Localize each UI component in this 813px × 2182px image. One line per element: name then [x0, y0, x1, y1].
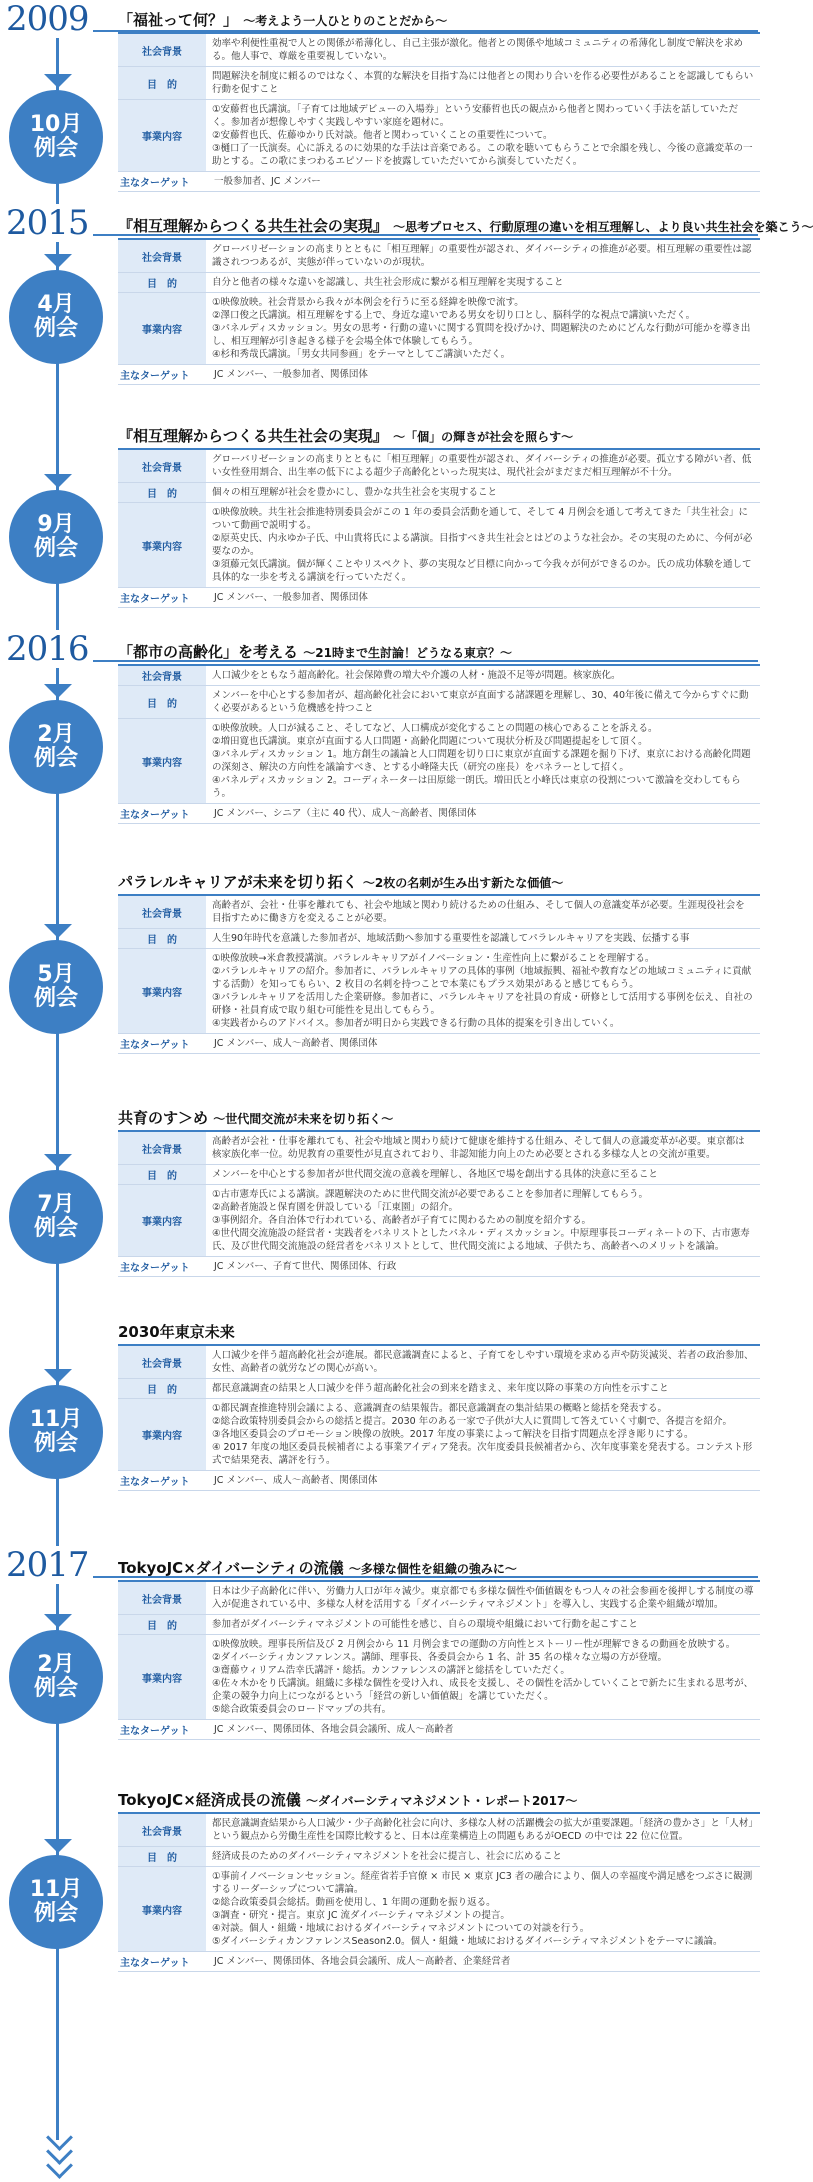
row-background: [118, 666, 760, 686]
content-item: ④対談。個人・組織・地域におけるダイバーシティマネジメントについての対談を行う。: [212, 1923, 590, 1934]
content-item: ②高齢者施設と保育園を併設している「江東園」の紹介。: [212, 1202, 459, 1213]
content-item: ⑤ダイバーシティカンファレンスSeason2.0。個人・組織・地域におけるダイバーシティマネジメントをテーマに議論。: [212, 1936, 723, 1947]
meeting-month: 9月: [37, 511, 75, 537]
meeting-month-badge: [9, 700, 103, 794]
event-card: [118, 1556, 760, 1740]
event-subtitle: ～2枚の名刺が生み出す新たな価値～: [362, 876, 564, 890]
row-content-label: 事業内容: [118, 100, 206, 171]
event-card: [118, 424, 760, 608]
row-target-text: 一般参加者、JC メンバー: [214, 176, 321, 187]
content-item: ①映像放映。人口が減ること、そしてなど、人口構成が変化することの問題の核心であることを訴える。: [212, 723, 658, 734]
row-background-text: 人口減少を伴う超高齢化社会が進展。都民意識調査によると、子育てをしやすい環境を求める声や防災減災、若者の政治参加、女性、高齢者の就労などの関心が高い。: [212, 1350, 754, 1374]
row-purpose: [118, 929, 760, 949]
meeting-month: 11月: [29, 1406, 83, 1432]
meeting-month-badge: [9, 90, 103, 184]
row-content: [118, 100, 760, 172]
event-subtitle: ～21時まで生討論！どうなる東京？～: [303, 646, 512, 660]
event-title-main: 2030年東京未来: [118, 1323, 235, 1341]
row-content: [118, 1867, 760, 1952]
row-purpose: [118, 273, 760, 293]
event-title: [118, 1320, 760, 1346]
row-target-label: 主なターゲット: [118, 588, 208, 607]
row-background: [118, 896, 760, 929]
row-background: [118, 240, 760, 273]
content-item: ③齋藤ウィリアム浩幸氏講評・総括。カンファレンスの講評と総括をしていただく。: [212, 1665, 570, 1676]
content-item: ①古市憲寿氏による講演。課題解決のために世代間交流が必要であることを参加者に理解してもらう。: [212, 1189, 649, 1200]
row-target-text: JC メンバー、シニア（主に 40 代）、成人～高齢者、関係団体: [214, 808, 477, 819]
row-purpose-label: 目 的: [118, 67, 206, 99]
event-title-main: 「福祉って何？」: [118, 11, 239, 29]
event-subtitle: ～世代間交流が未来を切り拓く～: [213, 1112, 394, 1126]
event-title: [118, 1106, 760, 1132]
row-content-label: 事業内容: [118, 1635, 206, 1719]
event-card: [118, 8, 760, 192]
row-target: [118, 804, 760, 824]
row-purpose: [118, 1615, 760, 1635]
content-item: ④世代間交流施設の経営者・実践者をパネリストとしたパネル・ディスカッション。中原理事長コーディネートの下、古市憲寿氏、及び世代間交流施設の経営者をパネリストとして、世代間交流による地域、子供たち、高齢者へのメリットを議論。: [212, 1228, 750, 1252]
content-item: ②増田寛也氏講演。東京が直面する人口問題・高齢化問題について現状分析及び問題提起をして頂く。: [212, 736, 648, 747]
year-label: 2017: [6, 1546, 93, 1584]
timeline-arrow-icon: [44, 254, 72, 268]
event-title: [118, 8, 760, 34]
timeline-arrow-icon: [44, 74, 72, 88]
content-item: ③パラレルキャリアを活用した企業研修。参加者に、パラレルキャリアを社員の育成・研修として活用する事例を伝え、自社の研修・社員育成で取り組む可能性を見出してもらう。: [212, 992, 753, 1016]
row-purpose-text: 問題解決を制度に頼るのではなく、本質的な解決を目指す為には他者との関わり合いを作る必要性があることを認識してもらい行動を促すこと: [212, 71, 754, 95]
row-purpose: [118, 1847, 760, 1867]
row-background-label: 社会背景: [118, 34, 206, 66]
meeting-month-badge: [9, 1170, 103, 1264]
meeting-month: 2月: [37, 721, 75, 747]
row-target-label: 主なターゲット: [118, 365, 208, 384]
row-target-text: JC メンバー、成人～高齢者、関係団体: [214, 1475, 378, 1486]
meeting-type: 例会: [33, 536, 78, 561]
content-item: ②総合政策特別委員会からの総括と提言。2030 年のある一家で子供が大人に質問して答えていく寸劇で、各提言を紹介。: [212, 1416, 733, 1427]
event-title: [118, 424, 760, 450]
event-subtitle: ～「個」の輝きが社会を照らす～: [393, 430, 574, 444]
meeting-month-badge: [9, 940, 103, 1034]
row-content-list: [206, 1185, 760, 1256]
row-content: [118, 1399, 760, 1471]
content-item: ④ 2017 年度の地区委員長候補者による事業アイディア発表。次年度委員長候補者から、次年度事業を発表する。コンテスト形式で結果発表、講評を行う。: [212, 1442, 753, 1466]
content-item: ③事例紹介。各自治体で行われている、高齢者が子育てに関わるための制度を紹介する。: [212, 1215, 592, 1226]
year-label: 2016: [6, 630, 93, 668]
row-background-text: 日本は少子高齢化に伴い、労働力人口が年々減少。東京都でも多様な個性や価値観をもつ人々の社会参画を後押しする制度の導入が促進されている中、多様な人材を活用する「ダイバーシティマネジメント」を導入し、実践する企業や組織が増加。: [212, 1586, 754, 1610]
row-background-label: 社会背景: [118, 1132, 206, 1164]
event-title-main: 共育のす＞め: [118, 1109, 209, 1127]
event-title-main: TokyoJC×ダイバーシティの流儀: [118, 1559, 344, 1577]
meeting-type: 例会: [33, 1216, 78, 1241]
timeline-arrow-icon: [44, 1614, 72, 1628]
content-item: ②安藤哲也氏、佐藤ゆかり氏対談。他者と関わっていくことの重要性について。: [212, 130, 553, 141]
content-item: ②ダイバーシティカンファレンス。講師、理事長、各委員会から 1 名、計 35 名の様々な立場の方が登壇。: [212, 1652, 667, 1663]
meeting-type: 例会: [33, 746, 78, 771]
timeline-arrow-icon: [44, 474, 72, 488]
row-purpose-label: 目 的: [118, 1379, 206, 1398]
row-content: [118, 1635, 760, 1720]
event-card: [118, 1788, 760, 1972]
row-purpose-text: 経済成長のためのダイバーシティマネジメントを社会に提言し、社会に広めること: [212, 1851, 562, 1862]
row-purpose: [118, 1379, 760, 1399]
content-item: ④杉和秀哉氏講演。「男女共同参画」をテーマとしてご講演いただく。: [212, 349, 511, 360]
row-content-list: [206, 293, 760, 364]
row-background: [118, 1814, 760, 1847]
content-item: ③パネルディスカッション。男女の思考・行動の違いに関する質問を投げかけ、問題解決のためにどんな行動が可能かを導き出し、相互理解が引き起きる様子を会場全体で体験してもらう。: [212, 323, 751, 347]
meeting-type: 例会: [33, 1431, 78, 1456]
content-item: ②総合政策委員会総括。動画を使用し、1 年間の運動を振り返る。: [212, 1897, 496, 1908]
row-target: [118, 1257, 760, 1277]
event-title: [118, 870, 760, 896]
content-item: ②澤口俊之氏講演。相互理解をする上で、身近な違いである男女を切り口とし、脳科学的な視点で講演いただく。: [212, 310, 696, 321]
row-purpose-label: 目 的: [118, 1165, 206, 1184]
row-target: [118, 365, 760, 385]
row-content-label: 事業内容: [118, 949, 206, 1033]
row-background-label: 社会背景: [118, 450, 206, 482]
meeting-month-badge: [9, 1855, 103, 1949]
meeting-month-badge: [9, 490, 103, 584]
row-background-label: 社会背景: [118, 1814, 206, 1846]
row-purpose-text: 自分と他者の様々な違いを認識し、共生社会形成に繋がる相互理解を実現すること: [212, 277, 564, 288]
meeting-type: 例会: [33, 136, 78, 161]
content-item: ③須藤元気氏講演。個が輝くことやリスペクト、夢の実現など目標に向かって今我々が何ができるのか。氏の成功体験を通して具体的な一歩を考える講演を行っていただく。: [212, 559, 752, 583]
row-purpose: [118, 1165, 760, 1185]
event-card: [118, 1106, 760, 1277]
meeting-type: 例会: [33, 316, 78, 341]
row-purpose-text: 人生90年時代を意識した参加者が、地域活動へ参加する重要性を認識してパラレルキャリアを実践、伝播する事: [212, 933, 690, 944]
row-purpose-text: 都民意識調査の結果と人口減少を伴う超高齢化社会の到来を踏まえ、来年度以降の事業の方向性を示すこと: [212, 1383, 669, 1394]
row-content-list: [206, 1399, 760, 1470]
event-card: [118, 640, 760, 824]
meeting-month-badge: [9, 1385, 103, 1479]
row-target: [118, 172, 760, 192]
content-item: ④佐々木かをり氏講演。組織に多様な個性を受け入れ、成長を支援し、その個性を活かしていくことで新たに生まれる思考が、企業の競争力向上につながるという「経営の新しい価値観」を講じていただく。: [212, 1678, 754, 1702]
row-background: [118, 34, 760, 67]
row-background-label: 社会背景: [118, 896, 206, 928]
row-content: [118, 503, 760, 588]
row-target-text: JC メンバー、成人～高齢者、関係団体: [214, 1038, 378, 1049]
content-item: ②原英史氏、内永ゆか子氏、中山貴将氏による講演。目指すべき共生社会とはどのような社会か。その実現のために、今何が必要なのか。: [212, 533, 753, 557]
content-item: ②パラレルキャリアの紹介。参加者に、パラレルキャリアの具体的事例（地域振興、福祉や教育などの地域コミュニティに貢献する活動）を知ってもらい、2 枚目の名刺を持つことで本業にもプラス効果があると感じてもらう。: [212, 966, 752, 990]
event-title-main: TokyoJC×経済成長の流儀: [118, 1791, 301, 1809]
row-background-label: 社会背景: [118, 1582, 206, 1614]
row-target-label: 主なターゲット: [118, 1471, 208, 1490]
row-purpose: [118, 67, 760, 100]
year-label: 2015: [6, 204, 93, 242]
row-background: [118, 1582, 760, 1615]
row-background-label: 社会背景: [118, 666, 206, 685]
row-purpose-text: メンバーを中心とする参加者が、超高齢化社会において東京が直面する諸課題を理解し、30、40年後に備えて今からすぐに動く必要があるという危機感を持つこと: [212, 690, 749, 714]
event-card: [118, 214, 813, 385]
row-target: [118, 1034, 760, 1054]
event-subtitle: ～考えよう一人ひとりのことだから～: [243, 14, 448, 28]
row-content-label: 事業内容: [118, 293, 206, 364]
row-target-text: JC メンバー、関係団体、各地会員会議所、成人～高齢者、企業経営者: [214, 1956, 511, 1967]
row-content-list: [206, 1867, 760, 1951]
content-item: ③樋口了一氏演奏。心に訴えるのに効果的な手法は音楽である。この歌を聴いてもらうことで余韻を残し、今後の意識変革の一助とする。この歌にまつわるエピソードを披露していただいてから演奏していただく。: [212, 143, 753, 167]
event-subtitle: ～思考プロセス、行動原理の違いを相互理解し、より良い共生社会を築こう～: [393, 220, 813, 234]
row-target-label: 主なターゲット: [118, 1720, 208, 1739]
content-item: ④実践者からのアドバイス。参加者が明日から実践できる行動の具体的提案を引き出していく。: [212, 1018, 620, 1029]
row-purpose-label: 目 的: [118, 483, 206, 502]
row-purpose-label: 目 的: [118, 929, 206, 948]
row-purpose-text: 参加者がダイバーシティマネジメントの可能性を感じ、自らの環境や組織において行動を起こすこと: [212, 1619, 638, 1630]
row-background-text: 効率や利便性重視で人との関係が希薄化し、自己主張が激化。他者との関係や地域コミュニティの希薄化し制度で解決を求める。他人事で、尊厳を重要視していない。: [212, 38, 744, 62]
content-item: ④パネルディスカッション 2。コーディネーターは田原総一朗氏。増田氏と小峰氏は東京の役割について激論を交わしてもらう。: [212, 775, 741, 799]
content-item: ③各地区委員会のプロモーション映像の放映。2017 年度の事業によって解決を目指す問題点を浮き彫りにする。: [212, 1429, 694, 1440]
content-item: ①事前イノベーションセッション。経産省若手官僚 × 市民 × 東京 JC3 者の融合により、個人の幸福度や満足感をつぶさに観測するリーダーシップについて講論。: [212, 1871, 753, 1895]
row-background: [118, 450, 760, 483]
meeting-month: 11月: [29, 1876, 83, 1902]
meeting-month: 2月: [37, 1651, 75, 1677]
event-card: [118, 870, 760, 1054]
timeline-arrow-icon: [44, 1154, 72, 1168]
timeline-arrow-icon: [44, 924, 72, 938]
meeting-month: 5月: [37, 961, 75, 987]
row-target-text: JC メンバー、一般参加者、関係団体: [214, 369, 368, 380]
row-target-text: JC メンバー、一般参加者、関係団体: [214, 592, 368, 603]
content-item: ①映像放映。理事長所信及び 2 月例会から 11 月例会までの運動の方向性とストーリー性が理解できるの動画を放映する。: [212, 1639, 736, 1650]
meeting-type: 例会: [33, 1676, 78, 1701]
row-content-list: [206, 503, 760, 587]
content-item: ①都民調査推進特別会議による、意識調査の結果報告。都民意識調査の集計結果の概略と総括を発表する。: [212, 1403, 668, 1414]
content-item: ③調査・研究・提言。東京 JC 流ダイバーシティマネジメントの提言。: [212, 1910, 510, 1921]
row-target: [118, 588, 760, 608]
row-target-label: 主なターゲット: [118, 1952, 208, 1971]
row-content-list: [206, 719, 760, 803]
row-purpose-label: 目 的: [118, 1615, 206, 1634]
row-background-text: グローバリゼーションの高まりとともに「相互理解」の重要性が認され、ダイバーシティの推進が必要。孤立する障がい者、低い女性登用割合、出生率の低下による超少子高齢化といった現実は、現代社会がまだまだ相互理解が不十分。: [212, 454, 752, 478]
content-item: ①映像放映→米倉教授講演。パラレルキャリアがイノベーション・生産性向上に繋がることを理解する。: [212, 953, 655, 964]
row-content-label: 事業内容: [118, 1867, 206, 1951]
row-target-label: 主なターゲット: [118, 1257, 208, 1276]
timeline-arrow-icon: [44, 684, 72, 698]
event-title: [118, 1788, 760, 1814]
meeting-month-badge: [9, 270, 103, 364]
row-target-text: JC メンバー、子育て世代、関係団体、行政: [214, 1261, 397, 1272]
row-target: [118, 1720, 760, 1740]
event-title-main: 『相互理解からつくる共生社会の実現』: [118, 427, 388, 445]
year-label: 2009: [6, 0, 93, 38]
row-purpose-label: 目 的: [118, 273, 206, 292]
row-purpose-label: 目 的: [118, 1847, 206, 1866]
row-background-text: グローバリゼーションの高まりとともに「相互理解」の重要性が認され、ダイバーシティの推進が必要。相互理解の重要性は認識されつつあるが、実態が伴っていないのが現状。: [212, 244, 752, 268]
row-background-text: 高齢者が、会社・仕事を離れても、社会や地域と関わり続けるための仕組み、そして個人の意識変革が必要。生涯現役社会を目指すために働き方を変えることが必要。: [212, 900, 745, 924]
row-target-label: 主なターゲット: [118, 804, 208, 823]
timeline-arrow-icon: [44, 1369, 72, 1383]
row-background-text: 都民意識調査結果から人口減少・少子高齢化社会に向け、多様な人材の活躍機会の拡大が重要課題。「経済の豊かさ」と「人材」という観点から労働生産性を国際比較すると、日本は産業構造上の問題もあるがOECD の中では 22 位に位置。: [212, 1818, 754, 1842]
row-background-label: 社会背景: [118, 240, 206, 272]
event-title-main: 「都市の高齢化」を考える: [118, 643, 299, 661]
meeting-type: 例会: [33, 986, 78, 1011]
meeting-month: 4月: [37, 291, 75, 317]
row-content-list: [206, 100, 760, 171]
meeting-month: 10月: [29, 111, 83, 137]
row-content: [118, 1185, 760, 1257]
row-background: [118, 1132, 760, 1165]
row-target-label: 主なターゲット: [118, 1034, 208, 1053]
row-purpose-text: 個々の相互理解が社会を豊かにし、豊かな共生社会を実現すること: [212, 487, 498, 498]
row-purpose: [118, 686, 760, 719]
row-content-label: 事業内容: [118, 1399, 206, 1470]
row-target: [118, 1952, 760, 1972]
row-purpose-label: 目 的: [118, 686, 206, 718]
meeting-month-badge: [9, 1630, 103, 1724]
row-target-label: 主なターゲット: [118, 172, 208, 191]
row-background: [118, 1346, 760, 1379]
row-content-label: 事業内容: [118, 503, 206, 587]
row-content: [118, 719, 760, 804]
row-background-label: 社会背景: [118, 1346, 206, 1378]
event-card: [118, 1320, 760, 1491]
event-title-main: 『相互理解からつくる共生社会の実現』: [118, 217, 388, 235]
content-item: ①映像放映。社会背景から我々が本例会を行うに至る経緯を映像で流す。: [212, 297, 524, 308]
meeting-month: 7月: [37, 1191, 75, 1217]
row-target: [118, 1471, 760, 1491]
row-content-label: 事業内容: [118, 1185, 206, 1256]
content-item: ①映像放映。共生社会推進特別委員会がこの 1 年の委員会活動を通して、そして 4 月例会を通して考えてきた「共生社会」について動画で説明する。: [212, 507, 748, 531]
row-content-list: [206, 1635, 760, 1719]
row-background-text: 人口減少をともなう超高齢化。社会保障費の増大や介護の人材・施設不足等が問題。核家族化。: [212, 670, 621, 681]
timeline-arrow-icon: [44, 1839, 72, 1853]
event-subtitle: ～多様な個性を組織の強みに～: [348, 1562, 517, 1576]
row-content: [118, 293, 760, 365]
event-subtitle: ～ダイバーシティマネジメント・レポート2017～: [306, 1794, 578, 1808]
event-title: [118, 640, 760, 666]
row-target-text: JC メンバー、関係団体、各地会員会議所、成人～高齢者: [214, 1724, 454, 1735]
meeting-type: 例会: [33, 1901, 78, 1926]
row-background-text: 高齢者が会社・仕事を離れても、社会や地域と関わり続けて健康を維持する仕組み、そして個人の意識変革が必要。東京都は核家族化率一位。幼児教育の重要性が見直されており、非認知能力向上のため必要とされる多様な人との交流が重要。: [212, 1136, 745, 1160]
row-content-list: [206, 949, 760, 1033]
row-purpose-text: メンバーを中心とする参加者が世代間交流の意義を理解し、各地区で場を創出する具体的決意に至ること: [212, 1169, 658, 1180]
content-item: ⑤総合政策委員会のロードマップの共有。: [212, 1704, 392, 1715]
content-item: ①安藤哲也氏講演。「子育ては地域デビューの入場券」という安藤哲也氏の観点から他者と関わっていく手法を話していただく。参加者が想像しやすく実践しやすい家庭を題材に。: [212, 104, 739, 128]
event-title: [118, 1556, 760, 1582]
content-item: ③パネルディスカッション 1。地方創生の議論と人口問題を切り口に東京が直面する課題を掘り下げ、東京における高齢化問題の深刻さ、解決の方向性を議論すべき、とする小峰隆夫氏（研究の座長）をパネラーとして招く。: [212, 749, 751, 773]
event-title-main: パラレルキャリアが未来を切り拓く: [118, 873, 358, 891]
row-purpose: [118, 483, 760, 503]
row-content-label: 事業内容: [118, 719, 206, 803]
row-content: [118, 949, 760, 1034]
event-title: [118, 214, 813, 240]
